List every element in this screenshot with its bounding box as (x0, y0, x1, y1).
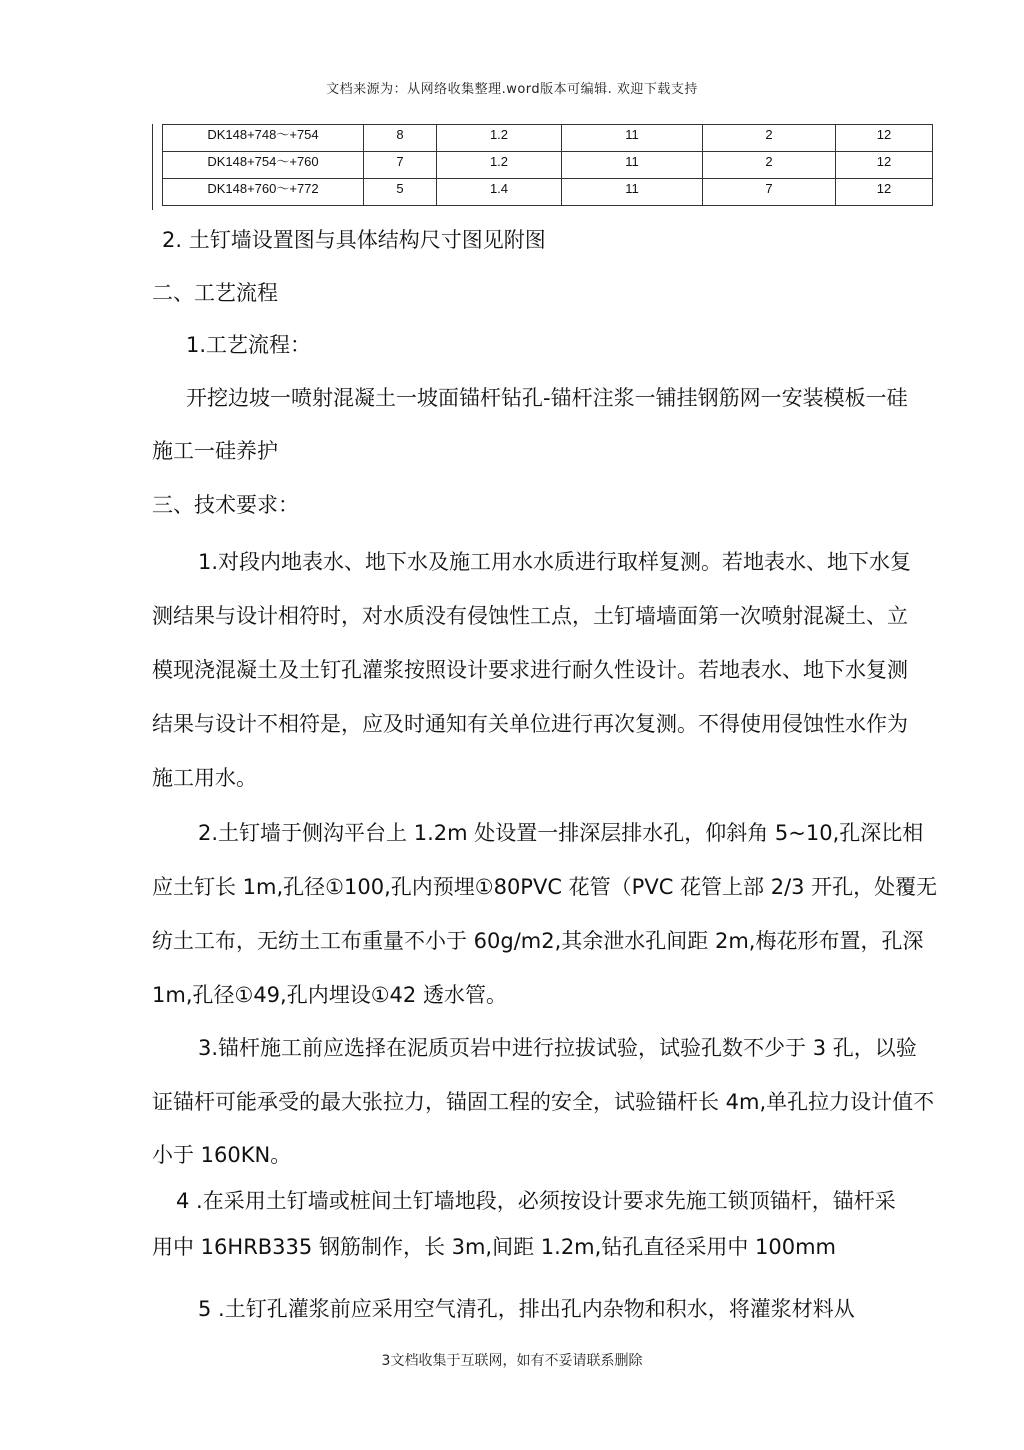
table-row (163, 152, 933, 179)
table-cell: 1.2 (437, 125, 562, 152)
paragraph-line: 模现浇混凝土及土钉孔灌浆按照设计要求进行耐久性设计。若地表水、地下水复测 (152, 658, 908, 682)
paragraph-line: 5 .土钉孔灌浆前应采用空气清孔，排出孔内杂物和积水，将灌浆材料从 (198, 1297, 855, 1321)
page-header: 文档来源为：从网络收集整理.word版本可编辑. 欢迎下载支持 (326, 82, 698, 97)
paragraph-line: 用中 16HRB335 钢筋制作，长 3m,间距 1.2m,钻孔直径采用中 100mm (152, 1235, 836, 1259)
table-cell: DK148+748～+754 (163, 125, 364, 152)
paragraph-line: 纺土工布，无纺土工布重量不小于 60g/m2,其余泄水孔间距 2m,梅花形布置，孔深 (152, 929, 924, 953)
table-cell: DK148+760～+772 (163, 179, 364, 206)
table-cell: 1.4 (437, 179, 562, 206)
paragraph-line: 应土钉长 1m,孔径①100,孔内预埋①80PVC 花管（PVC 花管上部 2/3 开孔，处覆无 (152, 875, 938, 899)
paragraph-line: 4 .在采用土钉墙或桩间土钉墙地段，必须按设计要求先施工锁顶锚杆，锚杆采 (176, 1189, 896, 1213)
table-row (163, 125, 933, 152)
paragraph-line: 开挖边坡一喷射混凝土一坡面锚杆钻孔-锚杆注浆一铺挂钢筋网一安装模板一硅 (186, 386, 908, 410)
subsection-heading: 1.工艺流程： (186, 333, 312, 357)
table-cell: 7 (364, 152, 437, 179)
table-cell: 2 (703, 152, 836, 179)
table-row (163, 179, 933, 206)
paragraph-line: 结果与设计不相符是，应及时通知有关单位进行再次复测。不得使用侵蚀性水作为 (152, 712, 908, 736)
table-cell: 1.2 (437, 152, 562, 179)
table-cell: 11 (562, 179, 703, 206)
table-cell: DK148+754～+760 (163, 152, 364, 179)
paragraph-line: 施工一硅养护 (152, 439, 278, 463)
section-heading: 二、工艺流程 (152, 281, 278, 305)
table-cell: 12 (836, 152, 933, 179)
table-cell: 7 (703, 179, 836, 206)
attachment-note: 2. 土钉墙设置图与具体结构尺寸图见附图 (162, 228, 546, 252)
paragraph-line: 证锚杆可能承受的最大张拉力，锚固工程的安全，试验锚杆长 4m,单孔拉力设计值不 (152, 1090, 935, 1114)
paragraph-line: 小于 160KN。 (152, 1143, 292, 1167)
paragraph-line: 测结果与设计相符时，对水质没有侵蚀性工点，土钉墙墙面第一次喷射混凝土、立 (152, 604, 908, 628)
data-table (162, 124, 933, 206)
table-cell: 8 (364, 125, 437, 152)
table-cell: 5 (364, 179, 437, 206)
table-cell: 11 (562, 125, 703, 152)
section-heading: 三、技术要求： (152, 493, 299, 517)
paragraph-line: 2.土钉墙于侧沟平台上 1.2m 处设置一排深层排水孔，仰斜角 5~10,孔深比相 (198, 821, 924, 845)
table-cell: 2 (703, 125, 836, 152)
table-cell: 12 (836, 179, 933, 206)
paragraph-line: 1.对段内地表水、地下水及施工用水水质进行取样复测。若地表水、地下水复 (198, 550, 912, 574)
table-cell: 11 (562, 152, 703, 179)
paragraph-line: 施工用水。 (152, 766, 257, 790)
table-cell: 12 (836, 125, 933, 152)
paragraph-line: 1m,孔径①49,孔内埋设①42 透水管。 (152, 983, 507, 1007)
table-left-border (152, 124, 153, 210)
page-footer: 3文档收集于互联网，如有不妥请联系删除 (381, 1353, 643, 1369)
paragraph-line: 3.锚杆施工前应选择在泥质页岩中进行拉拔试验，试验孔数不少于 3 孔，以验 (198, 1036, 917, 1060)
